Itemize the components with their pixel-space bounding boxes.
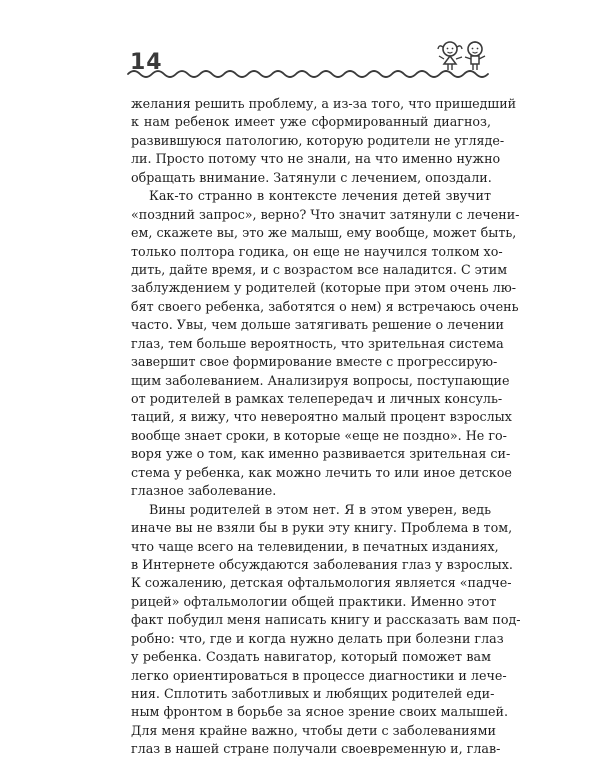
text-line: «поздний запрос», верно? Что значит затянули с лечени- xyxy=(131,206,520,222)
text-line: от родителей в рамках телепередач и личных консуль- xyxy=(131,391,503,406)
text-line: глазное заболевание. xyxy=(131,483,277,499)
text-line: заблуждением у родителей (которые при этом очень лю- xyxy=(131,280,517,296)
text-line: Для меня крайне важно, чтобы дети с заболеваниями xyxy=(131,722,496,738)
text-line: рицей» офтальмологии общей практики. Именно этот xyxy=(131,593,497,609)
text-line: иначе вы не взяли бы в руки эту книгу. Проблема в том, xyxy=(131,520,513,536)
body-text xyxy=(131,95,521,759)
text-line: дить, дайте время, и с возрастом все наладится. С этим xyxy=(131,261,508,277)
page-number: 14 xyxy=(130,50,163,75)
text-line: легко ориентироваться в процессе диагностики и лече- xyxy=(131,667,507,683)
text-line: Вины родителей в этом нет. Я в этом уверен, ведь xyxy=(149,501,491,517)
text-line: робно: что, где и когда нужно делать при болезни глаз xyxy=(131,630,504,646)
text-line: у ребенка. Создать навигатор, который поможет вам xyxy=(131,649,491,665)
text-line: в Интернете обсуждаются заболевания глаз у взрослых. xyxy=(131,556,513,572)
text-line: желания решить проблему, а из-за того, что пришедший xyxy=(131,96,517,111)
text-line: развившуюся патологию, которую родители не угляде- xyxy=(131,132,505,148)
text-line: воря уже о том, как именно развивается зрительная си- xyxy=(131,446,511,462)
text-line: к нам ребенок имеет уже сформированный диагноз, xyxy=(131,114,491,130)
text-line: Как-то странно в контексте лечения детей звучит xyxy=(149,188,491,204)
text-line: ем, скажете вы, это же малыш, ему вообще, может быть, xyxy=(131,225,517,241)
text-line: часто. Увы, чем дольше затягивать решение о лечении xyxy=(131,317,504,333)
text-line: ли. Просто потому что не знали, на что именно нужно xyxy=(131,151,501,167)
text-line: завершит свое формирование вместе с прогрессирую- xyxy=(131,354,498,370)
text-line: глаз в нашей стране получали своевременную и, глав- xyxy=(131,741,501,757)
text-line: бят своего ребенка, заботятся о нем) я встречаюсь очень xyxy=(131,298,519,314)
text-line: ным фронтом в борьбе за ясное зрение своих малышей. xyxy=(131,704,509,720)
text-line: вообще знает сроки, в которые «еще не поздно». Не го- xyxy=(131,427,507,443)
text-line: факт побудил меня написать книгу и рассказать вам под- xyxy=(131,612,521,628)
text-line: К сожалению, детская офтальмология является «падче- xyxy=(131,575,512,591)
text-line: таций, я вижу, что невероятно малый процент взрослых xyxy=(131,409,512,425)
text-line: обращать внимание. Затянули с лечением, опоздали. xyxy=(131,169,492,185)
text-line: стема у ребенка, как можно лечить то или иное детское xyxy=(131,464,512,480)
text-line: щим заболеванием. Анализируя вопросы, поступающие xyxy=(131,372,510,388)
text-line: только полтора годика, он еще не научился толком хо- xyxy=(131,243,503,259)
text-line: что чаще всего на телевидении, в печатных изданиях, xyxy=(131,538,499,554)
kids-doodle-icon xyxy=(434,38,492,72)
page-header xyxy=(126,38,494,88)
text-line: ния. Сплотить заботливых и любящих родителей еди- xyxy=(131,686,495,701)
text-line: глаз, тем больше вероятность, что зрительная система xyxy=(131,335,504,351)
